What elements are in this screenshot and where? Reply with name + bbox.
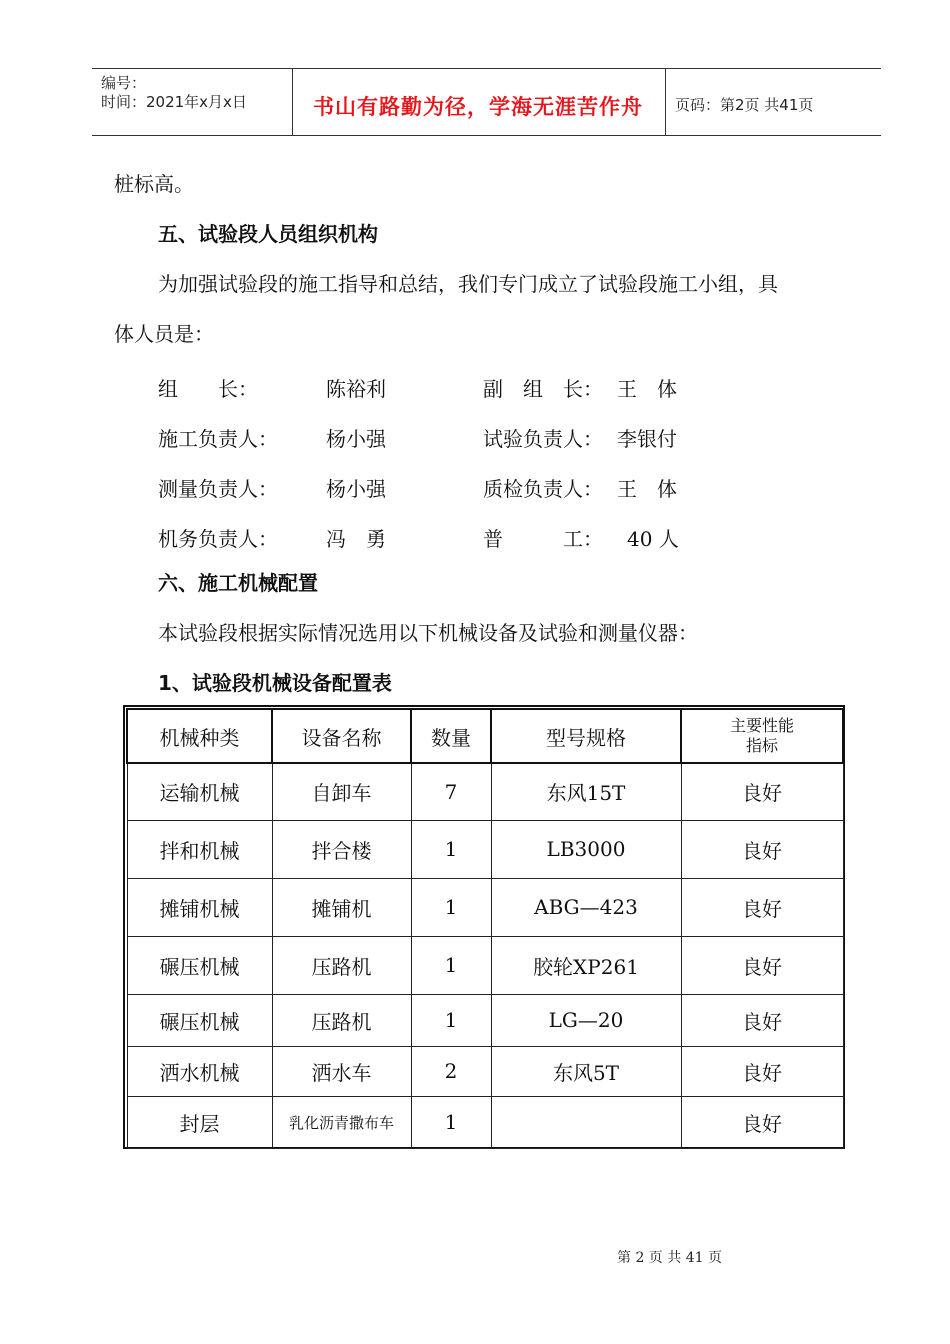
staff-name2-3: 王 体 <box>617 477 677 501</box>
staff-role2-1: 副 组 长： <box>483 377 603 401</box>
section5-intro-line2: 体人员是： <box>114 322 214 346</box>
cell-qty: 1 <box>411 820 491 878</box>
header-page-label: 页码：第2页 共41页 <box>675 96 814 114</box>
staff-role2-2: 试验负责人： <box>483 427 603 451</box>
cell-performance: 良好 <box>681 763 843 820</box>
equipment-table <box>126 708 844 1149</box>
staff-role-3: 测量负责人： <box>158 477 278 501</box>
col-header-name: 设备名称 <box>272 709 411 763</box>
cell-type: 封层 <box>127 1096 272 1148</box>
table-row <box>127 994 843 1046</box>
table-row <box>127 820 843 878</box>
staff-role-2: 施工负责人： <box>158 427 278 451</box>
header-top-rule <box>92 68 881 69</box>
cell-qty: 1 <box>411 994 491 1046</box>
staff-name-1: 陈裕利 <box>326 377 386 401</box>
staff-name-2: 杨小强 <box>326 427 386 451</box>
table-row <box>127 1046 843 1096</box>
cell-performance: 良好 <box>681 994 843 1046</box>
table-row <box>127 763 843 820</box>
cell-qty: 1 <box>411 936 491 994</box>
staff-name2-4: 40 人 <box>627 527 679 551</box>
cell-performance: 良好 <box>681 1096 843 1148</box>
cell-name: 压路机 <box>272 994 411 1046</box>
table-title: 1、试验段机械设备配置表 <box>158 671 392 695</box>
cell-name: 洒水车 <box>272 1046 411 1096</box>
staff-name-3: 杨小强 <box>326 477 386 501</box>
col-header-performance <box>681 709 843 763</box>
cell-qty: 1 <box>411 1096 491 1148</box>
cell-qty: 7 <box>411 763 491 820</box>
cell-performance: 良好 <box>681 878 843 936</box>
cell-qty: 1 <box>411 878 491 936</box>
header-bottom-rule <box>92 135 881 136</box>
cell-type: 摊铺机械 <box>127 878 272 936</box>
table-row <box>127 1096 843 1148</box>
section5-intro-line1: 为加强试验段的施工指导和总结，我们专门成立了试验段施工小组，具 <box>158 272 778 296</box>
section6-intro: 本试验段根据实际情况选用以下机械设备及试验和测量仪器： <box>158 621 698 645</box>
cell-model <box>491 1096 681 1148</box>
staff-name-4: 冯 勇 <box>326 527 386 551</box>
continuation-line: 桩标高。 <box>114 172 194 196</box>
cell-performance: 良好 <box>681 936 843 994</box>
cell-model: 东风15T <box>491 763 681 820</box>
col-header-performance-line1: 主要性能 <box>729 716 794 735</box>
col-header-qty: 数量 <box>411 709 491 763</box>
cell-model: ABG—423 <box>491 878 681 936</box>
cell-name: 自卸车 <box>272 763 411 820</box>
cell-type: 运输机械 <box>127 763 272 820</box>
col-header-model: 型号规格 <box>491 709 681 763</box>
header-divider-1 <box>292 69 293 135</box>
col-header-performance-line2: 指标 <box>745 736 778 755</box>
table-row <box>127 878 843 936</box>
cell-performance: 良好 <box>681 1046 843 1096</box>
cell-name: 压路机 <box>272 936 411 994</box>
staff-role-1: 组 长： <box>158 377 258 401</box>
page-footer: 第 2 页 共 41 页 <box>617 1250 722 1266</box>
staff-name2-1: 王 体 <box>617 377 677 401</box>
header-number-label: 编号： <box>101 74 147 92</box>
header-time-label: 时间：2021年x月x日 <box>101 93 247 111</box>
cell-name: 摊铺机 <box>272 878 411 936</box>
cell-model: LB3000 <box>491 820 681 878</box>
section6-heading: 六、施工机械配置 <box>158 571 318 595</box>
cell-type: 碾压机械 <box>127 936 272 994</box>
cell-name: 拌合楼 <box>272 820 411 878</box>
table-row <box>127 936 843 994</box>
header-motto: 书山有路勤为径，学海无涯苦作舟 <box>313 95 643 119</box>
cell-performance: 良好 <box>681 820 843 878</box>
cell-qty: 2 <box>411 1046 491 1096</box>
staff-role-4: 机务负责人： <box>158 527 278 551</box>
cell-type: 碾压机械 <box>127 994 272 1046</box>
cell-model: LG—20 <box>491 994 681 1046</box>
header-divider-2 <box>665 69 666 135</box>
cell-name: 乳化沥青撒布车 <box>272 1096 411 1148</box>
staff-role2-4: 普 工： <box>483 527 603 551</box>
staff-name2-2: 李银付 <box>617 427 677 451</box>
staff-role2-3: 质检负责人： <box>483 477 603 501</box>
cell-model: 胶轮XP261 <box>491 936 681 994</box>
cell-type: 洒水机械 <box>127 1046 272 1096</box>
section5-heading: 五、试验段人员组织机构 <box>158 222 378 246</box>
table-header-row <box>127 709 843 763</box>
col-header-type: 机械种类 <box>127 709 272 763</box>
cell-type: 拌和机械 <box>127 820 272 878</box>
cell-model: 东风5T <box>491 1046 681 1096</box>
